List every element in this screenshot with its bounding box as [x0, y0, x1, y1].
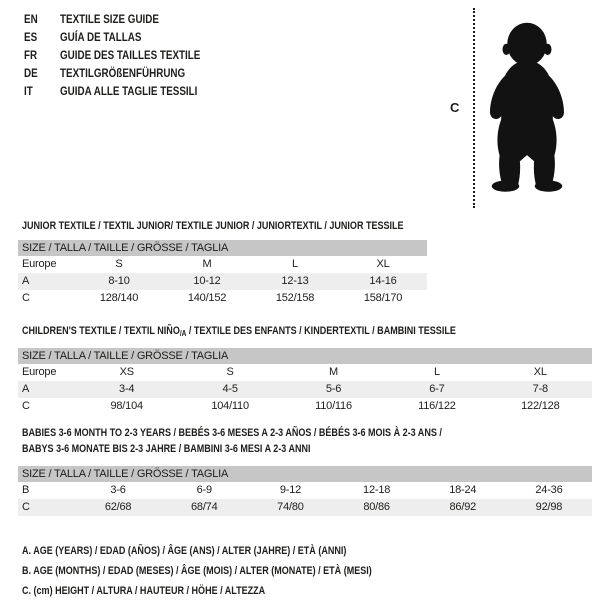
cell: 140/152 — [187, 292, 227, 304]
table-grid — [18, 240, 427, 307]
cell: 4-5 — [222, 383, 238, 395]
cell: 9-12 — [279, 484, 302, 496]
cell: 6-9 — [196, 484, 212, 496]
table-title: BABIES 3-6 MONTH TO 2-3 YEARS / BEBÉS 3-6 MESES A 2-3 AÑOS / BÉBÉS 3-6 MOIS À 2-3 ANS / BABYS 3-6 MONATE BIS 2-3 JAHRE / BAMBINI 3-6 MESI A 2-3 ANNI — [22, 427, 442, 455]
legend-line-b: B. AGE (MONTHS) / EDAD (MESES) / ÂGE (MOIS) / ALTER (MONATE) / ETÀ (MESI) — [22, 565, 372, 577]
table-row — [18, 364, 592, 381]
baby-silhouette-icon — [484, 8, 570, 206]
cell: 122/128 — [521, 400, 560, 412]
cell: 158/170 — [363, 292, 403, 304]
cell: 68/74 — [190, 501, 218, 513]
language-row-fr — [24, 46, 231, 64]
height-measure-dotted-line — [473, 8, 475, 208]
cell: 8-10 — [108, 275, 130, 287]
row-label: Europe — [22, 258, 57, 270]
cell: 116/122 — [418, 400, 456, 412]
table-row — [18, 381, 592, 398]
cell: 12-13 — [281, 275, 309, 287]
language-row-es — [24, 28, 231, 46]
cell: 14-16 — [369, 275, 397, 287]
cell: L — [292, 258, 298, 270]
cell: XL — [533, 366, 547, 378]
language-label: TEXTILGRÖßENFÜHRUNG — [60, 66, 186, 80]
height-measure-label: C — [450, 100, 460, 115]
language-label: TEXTILE SIZE GUIDE — [60, 12, 159, 26]
row-label: C — [22, 501, 30, 513]
size-header-bar: SIZE / TALLA / TAILLE / GRÖSSE / TAGLIA — [18, 348, 592, 364]
table-title: JUNIOR TEXTILE / TEXTIL JUNIOR/ TEXTILE JUNIOR / JUNIORTEXTIL / JUNIOR TESSILE — [22, 220, 404, 232]
cell: M — [329, 366, 338, 378]
language-code: DE — [24, 66, 38, 80]
table-row — [18, 273, 427, 290]
table-row — [18, 499, 592, 516]
cell: 86/92 — [449, 501, 477, 513]
table-row — [18, 290, 427, 307]
cell: 3-6 — [110, 484, 126, 496]
measurement-legend — [22, 541, 600, 600]
row-label: A — [22, 383, 30, 395]
legend-line-a: A. AGE (YEARS) / EDAD (AÑOS) / ÂGE (ANS) / ALTER (JAHRE) / ETÀ (ANNI) — [22, 545, 347, 557]
language-code: IT — [24, 84, 33, 98]
language-label: GUÍA DE TALLAS — [60, 30, 142, 44]
table-grid — [18, 348, 592, 415]
size-header-bar: SIZE / TALLA / TAILLE / GRÖSSE / TAGLIA — [18, 466, 592, 482]
cell: 74/80 — [277, 501, 304, 513]
cell: M — [202, 258, 212, 270]
size-header-bar: SIZE / TALLA / TAILLE / GRÖSSE / TAGLIA — [18, 240, 427, 256]
cell: 7-8 — [532, 383, 548, 395]
cell: 92/98 — [535, 501, 563, 513]
legend-line-c: C. (cm) HEIGHT / ALTURA / HAUTEUR / HÖHE / ALTEZZA — [22, 585, 266, 597]
cell: 3-4 — [119, 383, 135, 395]
cell: 6-7 — [429, 383, 445, 395]
cell: L — [433, 366, 440, 378]
language-row-en — [24, 10, 231, 28]
cell: XL — [376, 258, 390, 270]
row-label: Europe — [22, 366, 57, 378]
language-code: EN — [24, 12, 38, 26]
cell: 62/68 — [104, 501, 132, 513]
row-label: C — [22, 400, 30, 412]
language-code: FR — [24, 48, 38, 62]
table-row — [18, 256, 427, 273]
language-label: GUIDE DES TAILLES TEXTILE — [60, 48, 201, 62]
cell: 98/104 — [110, 400, 143, 412]
language-list — [24, 10, 231, 100]
cell: 80/86 — [363, 501, 390, 513]
subscript-text: /A — [179, 329, 187, 338]
cell: 152/158 — [275, 292, 315, 304]
language-code: ES — [24, 30, 38, 44]
table-row — [18, 482, 592, 499]
cell: 18-24 — [449, 484, 477, 496]
table-row — [18, 398, 592, 415]
cell: XS — [119, 366, 134, 378]
cell: 5-6 — [325, 383, 342, 395]
cell: 128/140 — [99, 292, 139, 304]
cell: 110/116 — [315, 400, 352, 412]
cell: 104/110 — [211, 400, 249, 412]
table-grid — [18, 466, 592, 516]
language-label: GUIDA ALLE TAGLIE TESSILI — [60, 84, 198, 98]
table-title: CHILDREN'S TEXTILE / TEXTIL $NIÑO_{/A}$ / TEXTILE DES ENFANTS / KINDERTEXTIL / BAMBINI TESSILE — [22, 325, 456, 338]
row-label: B — [22, 484, 30, 496]
language-row-it — [24, 82, 231, 100]
cell: 10-12 — [193, 275, 221, 287]
cell: 24-36 — [535, 484, 563, 496]
row-label: A — [22, 275, 30, 287]
row-label: C — [22, 292, 30, 304]
language-row-de — [24, 64, 231, 82]
cell: S — [226, 366, 234, 378]
cell: S — [115, 258, 123, 270]
cell: 12-18 — [363, 484, 391, 496]
